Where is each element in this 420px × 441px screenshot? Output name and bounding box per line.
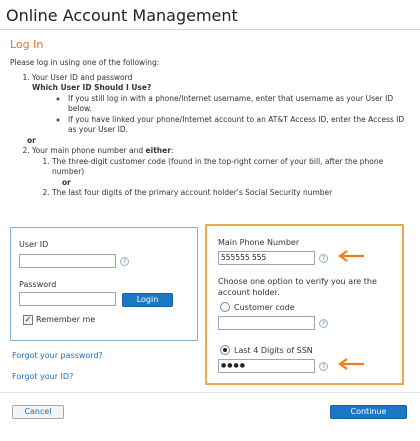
option1-bullets bbox=[32, 94, 415, 136]
user-id-input[interactable] bbox=[19, 254, 116, 268]
footer-divider bbox=[0, 392, 420, 393]
login-button[interactable]: Login bbox=[122, 293, 173, 307]
option2-either: either bbox=[145, 146, 171, 155]
option1-question: Which User ID Should I Use? bbox=[32, 83, 152, 92]
question-mark-icon[interactable]: ? bbox=[120, 257, 129, 266]
cancel-button[interactable]: Cancel bbox=[12, 405, 64, 419]
option2-sub-1: 1. The three-digit customer code (found in the top-right corner of your bill, after the phone number) bbox=[52, 157, 415, 178]
user-id-login-panel bbox=[10, 227, 198, 341]
remember-me-checkbox[interactable]: ✓ bbox=[24, 315, 32, 324]
or-inner-separator: or bbox=[62, 177, 71, 187]
option2-sublist-2 bbox=[32, 188, 415, 199]
option2-sub-2: 2. The last four digits of the primary account holder's Social Security number bbox=[52, 188, 415, 199]
title-divider bbox=[0, 29, 420, 30]
phone-verification-panel bbox=[205, 224, 404, 385]
forgot-password-link[interactable]: Forgot your password? bbox=[12, 351, 103, 360]
user-id-label: User ID bbox=[19, 240, 49, 249]
option2-prefix: Your main phone number and bbox=[32, 146, 146, 155]
ssn-radio[interactable] bbox=[220, 345, 230, 355]
or-separator: or bbox=[27, 135, 36, 145]
arrow-left-icon bbox=[336, 358, 366, 370]
options-list bbox=[10, 73, 415, 136]
phone-number-input[interactable]: 555555 555 bbox=[218, 251, 315, 265]
login-instructions bbox=[10, 58, 415, 199]
phone-number-label: Main Phone Number bbox=[218, 238, 300, 247]
ssn-input[interactable]: ●●●● bbox=[218, 359, 315, 373]
question-mark-icon[interactable]: ? bbox=[319, 362, 328, 371]
customer-code-input[interactable] bbox=[218, 316, 315, 330]
option2-suffix: : bbox=[170, 146, 174, 155]
continue-button[interactable]: Continue bbox=[330, 405, 407, 419]
option2-sublist bbox=[32, 157, 415, 178]
question-mark-icon[interactable]: ? bbox=[319, 319, 328, 328]
radio-selected-dot bbox=[223, 348, 227, 352]
page-title: Online Account Management bbox=[6, 6, 238, 25]
instructions-intro: Please log in using one of the following: bbox=[10, 58, 160, 67]
forgot-id-link[interactable]: Forgot your ID? bbox=[12, 372, 74, 381]
remember-me-label: Remember me bbox=[36, 315, 96, 324]
option1-line: 1. Your User ID and password bbox=[32, 72, 133, 82]
verify-instructions: Choose one option to verify you are the account holder. bbox=[218, 277, 377, 297]
customer-code-radio[interactable] bbox=[220, 302, 230, 312]
arrow-left-icon bbox=[336, 250, 366, 262]
question-mark-icon[interactable]: ? bbox=[319, 254, 328, 263]
password-input[interactable] bbox=[19, 292, 116, 306]
option-user-id bbox=[32, 73, 415, 136]
customer-code-label: Customer code bbox=[234, 303, 295, 312]
ssn-label: Last 4 Digits of SSN bbox=[234, 346, 313, 355]
section-title: Log In bbox=[10, 38, 44, 51]
password-label: Password bbox=[19, 280, 57, 289]
option-phone bbox=[32, 146, 415, 199]
options-list-2 bbox=[10, 146, 415, 199]
option1-bullet-2: ◦ If you have linked your phone/Internet account to an AT&T Access ID, enter the Access ID as your User ID. bbox=[68, 115, 415, 136]
option1-bullet-1: ◦ If you still log in with a phone/Internet username, enter that username as your User ID below. bbox=[68, 94, 415, 115]
